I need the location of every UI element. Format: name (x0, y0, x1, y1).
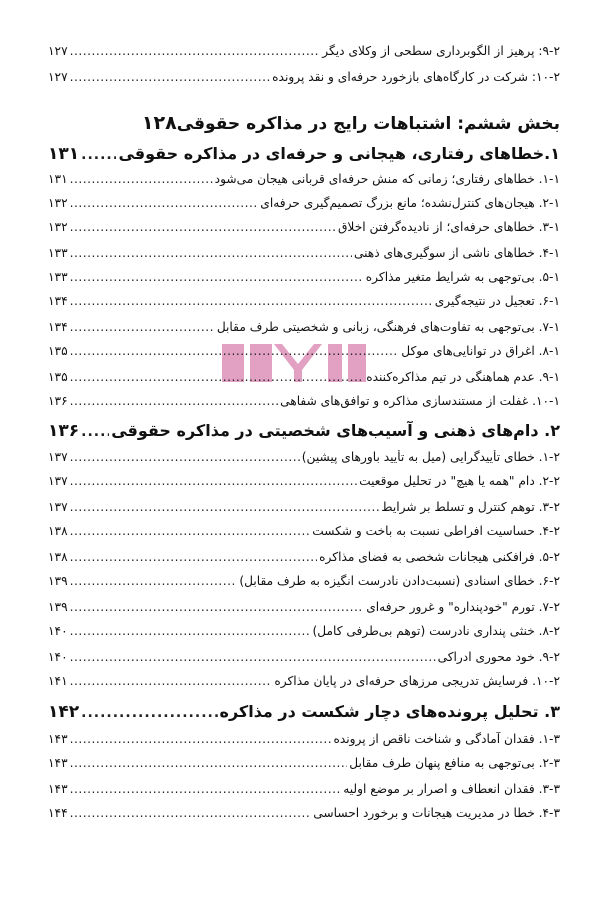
dot-leader (70, 624, 311, 638)
toc-page-number: ۱۳۴ (48, 320, 68, 334)
dot-leader (70, 806, 312, 820)
toc-entry (48, 624, 560, 646)
toc-entry (48, 500, 560, 522)
section-heading (48, 421, 560, 449)
toc-page-number: ۱۳۵ (48, 370, 68, 384)
section-heading (48, 702, 560, 730)
toc-page-number: ۱۲۷ (48, 70, 68, 84)
toc-page-number: ۱۳۷ (48, 474, 68, 488)
section-heading (48, 144, 560, 172)
dot-leader (70, 394, 278, 408)
toc-entry-title: ۶-۱. تعجیل در نتیجه‌گیری (434, 294, 560, 308)
dot-leader (70, 674, 273, 688)
dot-leader (81, 705, 217, 721)
dot-leader (70, 600, 365, 614)
dot-leader (70, 550, 318, 564)
toc-entry (48, 220, 560, 242)
dot-leader (70, 782, 342, 796)
toc-page-number: ۱۳۵ (48, 344, 68, 358)
toc-page-number: ۱۴۰ (48, 650, 68, 664)
toc-page-number: ۱۴۱ (48, 674, 68, 688)
toc-entry (48, 370, 560, 392)
toc-entry-title: ۱۰-۲: شرکت در کارگاه‌های بازخورد حرفه‌ای و نقد پرونده (272, 70, 560, 84)
toc-entry-title: ۵-۲. فرافکنی هیجانات شخصی به فضای مذاکره (319, 550, 560, 564)
toc-entry (48, 44, 560, 66)
toc-page-number: ۱۳۹ (48, 574, 68, 588)
toc-entry (48, 574, 560, 596)
toc-page-number: ۱۳۳ (48, 246, 68, 260)
toc-page-number: ۱۳۹ (48, 600, 68, 614)
toc-entry (48, 196, 560, 218)
toc-page-number: ۱۴۴ (48, 806, 68, 820)
dot-leader (70, 44, 321, 58)
dot-leader (70, 574, 238, 588)
toc-entry-title: ۸-۱. اغراق در توانایی‌های موکل (401, 344, 560, 358)
toc-entry (48, 294, 560, 316)
dot-leader (70, 246, 352, 260)
toc-page-number: ۱۳۶ (48, 421, 80, 441)
toc-page-number: ۱۳۱ (48, 144, 80, 164)
toc-entry-title: ۳-۲. توهم کنترل و تسلط بر شرایط (381, 500, 560, 514)
toc-entry-title: ۷-۲. تورم "خودپنداره" و غرور حرفه‌ای (366, 600, 560, 614)
toc-page-number: ۱۴۳ (48, 756, 68, 770)
toc-entry (48, 70, 560, 92)
dot-leader (70, 370, 365, 384)
dot-leader (70, 172, 213, 186)
toc-page-number: ۱۲۷ (48, 44, 68, 58)
toc-entry-title: ۱۰-۲. فرسایش تدریجی مرزهای حرفه‌ای در پایان مذاکره (274, 674, 560, 688)
toc-entry-title: ۳-۱. خطاهای حرفه‌ای؛ از نادیده‌گرفتن اخلاق (337, 220, 560, 234)
toc-entry (48, 782, 560, 804)
toc-entry-title: ۷-۱. بی‌توجهی به تفاوت‌های فرهنگی، زبانی و شخصیتی طرف مقابل (216, 320, 560, 334)
toc-page-number: ۱۴۳ (48, 732, 68, 746)
dot-leader (70, 650, 436, 664)
dot-leader (70, 344, 400, 358)
toc-page-number: ۱۴۰ (48, 624, 68, 638)
toc-entry (48, 172, 560, 194)
toc-entry (48, 320, 560, 342)
dot-leader (81, 424, 109, 440)
toc-entry-title: ۱-۳. فقدان آمادگی و شناخت ناقص از پرونده (333, 732, 560, 746)
toc-entry-title: ۴-۲. حساسیت افراطی نسبت به باخت و شکست (312, 524, 560, 538)
dot-leader (70, 70, 271, 84)
toc-entry (48, 474, 560, 496)
toc-entry-title: ۵-۱. بی‌توجهی به شرایط متغیر مذاکره (365, 270, 560, 284)
toc-entry (48, 246, 560, 268)
toc-entry-title: ۲-۲. دام "همه یا هیچ" در تحلیل موقعیت (359, 474, 560, 488)
toc-page-number: ۱۴۳ (48, 782, 68, 796)
dot-leader (70, 474, 358, 488)
dot-leader (70, 732, 332, 746)
toc-entry-title: ۶-۲. خطای اسنادی (نسبت‌دادن نادرست انگیزه به طرف مقابل) (239, 574, 560, 588)
toc-page-number: ۱۳۲ (48, 220, 68, 234)
toc-entry (48, 756, 560, 778)
toc-entry-title: ۲-۱. هیجان‌های کنترل‌نشده؛ مانع بزرگ تصمیم‌گیری حرفه‌ای (260, 196, 560, 210)
toc-entry-title: ۸-۲. خنثی پنداری نادرست (توهم بی‌طرفی کامل) (312, 624, 560, 638)
toc-entry-title: ۹-۲: پرهیز از الگوبرداری سطحی از وکلای دیگر (322, 44, 560, 58)
toc-entry (48, 806, 560, 828)
dot-leader (81, 147, 116, 163)
toc-page-number: ۱۲۸ (141, 112, 177, 134)
toc-entry-title: ۲-۳. بی‌توجهی به منافع پنهان طرف مقابل (349, 756, 560, 770)
toc-entry (48, 270, 560, 292)
toc-entry (48, 600, 560, 622)
toc-page-number: ۱۳۷ (48, 450, 68, 464)
toc-page-number: ۱۳۴ (48, 294, 68, 308)
toc-page-number: ۱۳۷ (48, 500, 68, 514)
toc-entry-title: ۳. تحلیل پرونده‌های دچار شکست در مذاکره (219, 702, 560, 721)
toc-page-number: ۱۴۲ (48, 702, 80, 722)
toc-entry-title: ۹-۲. خود محوری ادراکی (437, 650, 560, 664)
dot-leader (70, 320, 215, 334)
toc-page-number: ۱۳۲ (48, 196, 68, 210)
dot-leader (70, 756, 348, 770)
toc-entry (48, 394, 560, 416)
toc-entry (48, 524, 560, 546)
toc-entry-title: ۱.خطاهای رفتاری، هیجانی و حرفه‌ای در مذاکره حقوقی (118, 144, 560, 163)
toc-entry-title: ۱-۲. خطای تأییدگرایی (میل به تأیید باورهای پیشین) (301, 450, 560, 464)
toc-entry-title: ۲. دام‌های ذهنی و آسیب‌های شخصیتی در مذاکره حقوقی (111, 421, 560, 440)
toc-entry (48, 344, 560, 366)
toc-entry (48, 450, 560, 472)
toc-page-number: ۱۳۸ (48, 550, 68, 564)
toc-page-number: ۱۳۶ (48, 394, 68, 408)
dot-leader (70, 500, 380, 514)
toc-page-number: ۱۳۱ (48, 172, 68, 186)
toc-entry (48, 550, 560, 572)
dot-leader (70, 220, 336, 234)
chapter-heading (48, 112, 560, 142)
toc-entry-title: ۴-۱. خطاهای ناشی از سوگیری‌های ذهنی (353, 246, 560, 260)
toc-entry-title: ۱۰-۱. غفلت از مستندسازی مذاکره و توافق‌های شفاهی (280, 394, 560, 408)
toc-entry-title: ۳-۳. فقدان انعطاف و اصرار بر موضع اولیه (343, 782, 560, 796)
dot-leader (70, 294, 433, 308)
dot-leader (70, 270, 364, 284)
dot-leader (70, 196, 259, 210)
toc-page-number: ۱۳۳ (48, 270, 68, 284)
toc-page-number: ۱۳۸ (48, 524, 68, 538)
toc-entry (48, 732, 560, 754)
toc-entry-title: بخش ششم: اشتباهات رایج در مذاکره حقوقی (176, 114, 560, 134)
toc-entry-title: ۴-۳. خطا در مدیریت هیجانات و برخورد احساسی (313, 806, 560, 820)
toc-entry-title: ۹-۱. عدم هماهنگی در تیم مذاکره‌کننده (366, 370, 560, 384)
dot-leader (70, 524, 311, 538)
toc-entry-title: ۱-۱. خطاهای رفتاری؛ زمانی که منش حرفه‌ای قربانی هیجان می‌شود (214, 172, 560, 186)
toc-entry (48, 674, 560, 696)
dot-leader (70, 450, 300, 464)
toc-entry (48, 650, 560, 672)
